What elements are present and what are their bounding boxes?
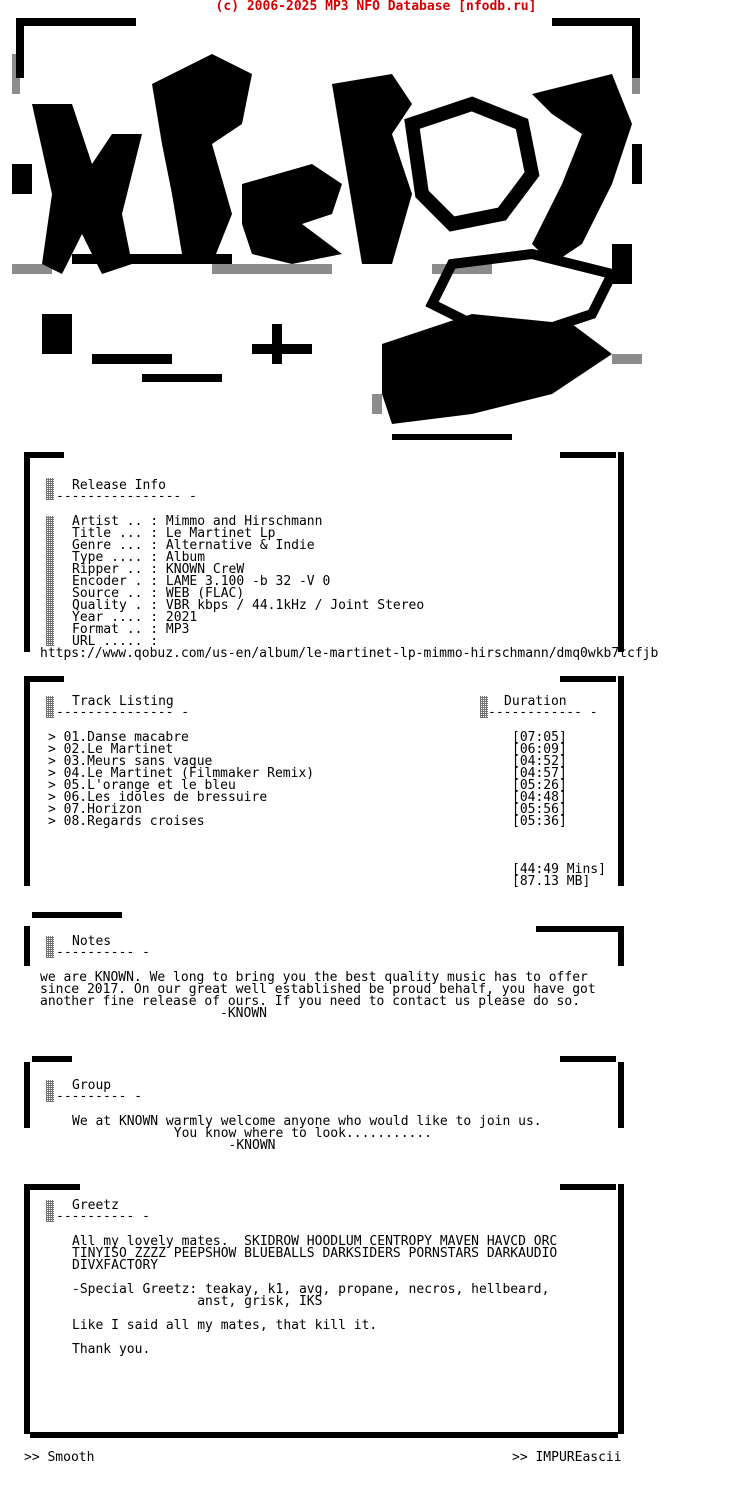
track-durations <box>512 732 567 828</box>
release-info-title: Release Info <box>72 478 166 493</box>
frame-bar <box>24 676 64 682</box>
greetz-line: Thank you. <box>72 1342 151 1357</box>
release-field-label: Genre ... : <box>72 538 166 553</box>
release-field-value: VBR kbps / 44.1kHz / Joint Stereo <box>165 598 425 613</box>
section-rule: ------------ - <box>488 705 598 720</box>
frame-bar <box>32 912 122 918</box>
group-title: Group <box>72 1078 112 1093</box>
group-line: -KNOWN <box>72 1138 276 1153</box>
track-duration: [05:36] <box>512 814 567 829</box>
track-name: > 01.Danse macabre <box>48 730 189 745</box>
track-name: > 04.Le Martinet (Filmmaker Remix) <box>48 766 315 781</box>
release-field-label: URL ..... : <box>72 634 166 649</box>
greetz-line: -Special Greetz: teakay, k1, avg, propane, necros, hellbeard, <box>72 1282 550 1297</box>
total-time: [44:49 Mins] <box>512 862 606 877</box>
release-field-value: MP3 <box>165 622 190 637</box>
release-url[interactable]: https://www.qobuz.com/us-en/album/le-martinet-lp-mimmo-hirschmann/dmq0wkb7tcfjb <box>40 646 659 661</box>
frame-bar <box>618 1184 624 1434</box>
release-field-value: LAME 3.100 -b 32 -V 0 <box>165 574 331 589</box>
frame-bar <box>24 1062 30 1128</box>
release-field-label: Source .. : <box>72 586 166 601</box>
track-name: > 02.Le Martinet <box>48 742 174 757</box>
track-name: > 03.Meurs sans vague <box>48 754 213 769</box>
total-size: [87.13 MB] <box>512 874 591 889</box>
track-name: > 08.Regards croises <box>48 814 205 829</box>
frame-bar <box>24 1184 80 1190</box>
release-field-value: WEB (FLAC) <box>165 586 245 601</box>
frame-bar <box>560 1056 616 1062</box>
greetz-line: TINYISO ZZZZ PEEPSHOW BLUEBALLS DARKSIDERS PORNSTARS DARKAUDIO <box>72 1246 558 1261</box>
frame-bar <box>24 926 30 966</box>
track-duration: [05:56] <box>512 802 567 817</box>
track-name: > 06.Les idoles de bressuire <box>48 790 268 805</box>
greetz-text <box>72 1236 557 1356</box>
logo-tag: sM <box>578 82 594 97</box>
track-duration: [04:57] <box>512 766 567 781</box>
notes-line: since 2017. On our great well established be proud behalf, you have got <box>40 982 596 997</box>
release-field-label: Ripper .. : <box>72 562 166 577</box>
frame-shade <box>46 936 54 958</box>
section-rule: ---------- - <box>56 945 150 960</box>
frame-shade <box>46 478 54 500</box>
frame-bar <box>32 1056 72 1062</box>
release-field-label: Encoder . : <box>72 574 166 589</box>
frame-shade <box>46 1080 54 1102</box>
footer-left: >> Smooth <box>24 1450 95 1465</box>
group-line: You know where to look........... <box>72 1126 433 1141</box>
release-field-label: Quality . : <box>72 598 166 613</box>
release-field-label: Artist .. : <box>72 514 166 529</box>
frame-bar <box>30 1432 618 1438</box>
release-field-value: Mimmo and Hirschmann <box>165 514 323 529</box>
frame-bar <box>24 452 64 458</box>
frame-bar <box>618 676 624 886</box>
frame-shade <box>46 516 54 646</box>
release-field-value: Alternative & Indie <box>165 538 315 553</box>
track-duration: [04:52] <box>512 754 567 769</box>
frame-bar <box>24 452 30 652</box>
notes-text <box>40 972 596 1020</box>
ascii-art-logo <box>12 14 652 444</box>
release-field-value: KNOWN CreW <box>165 562 245 577</box>
release-field-label: Year .... : <box>72 610 166 625</box>
release-field-value: Le Martinet Lp <box>165 526 276 541</box>
group-text <box>72 1116 542 1152</box>
track-duration: [06:09] <box>512 742 567 757</box>
track-listing-title: Track Listing <box>72 694 174 709</box>
frame-bar <box>24 1184 30 1434</box>
notes-line: -KNOWN <box>40 1006 267 1021</box>
notes-title: Notes <box>72 934 112 949</box>
track-name: > 07.Horizon <box>48 802 142 817</box>
frame-bar <box>618 1062 624 1128</box>
release-fields <box>72 516 424 648</box>
frame-shade <box>46 1200 54 1222</box>
release-field-label: Format .. : <box>72 622 166 637</box>
section-rule: ---------- - <box>56 1209 150 1224</box>
release-field-value: 2021 <box>165 610 198 625</box>
group-line: We at KNOWN warmly welcome anyone who would like to join us. <box>72 1114 542 1129</box>
greetz-line: DIVXFACTORY <box>72 1258 159 1273</box>
release-field-value: Album <box>165 550 206 565</box>
frame-bar <box>618 452 624 652</box>
frame-bar <box>560 1184 616 1190</box>
greetz-line: anst, grisk, IKS <box>72 1294 323 1309</box>
notes-line: another fine release of ours. If you need to contact us please do so. <box>40 994 581 1009</box>
section-rule: ---------------- - <box>56 489 197 504</box>
release-field-label: Title ... : <box>72 526 166 541</box>
track-duration: [04:48] <box>512 790 567 805</box>
greetz-title: Greetz <box>72 1198 119 1213</box>
footer-right: >> IMPUREascii <box>512 1450 622 1465</box>
frame-bar <box>24 676 30 886</box>
release-field-label: Type .... : <box>72 550 166 565</box>
frame-shade <box>480 696 488 718</box>
track-duration: [05:26] <box>512 778 567 793</box>
track-name: > 05.L'orange et le bleu <box>48 778 236 793</box>
notes-line: we are KNOWN. We long to bring you the best quality music has to offer <box>40 970 588 985</box>
frame-bar <box>618 926 624 966</box>
track-duration: [07:05] <box>512 730 567 745</box>
duration-title: Duration <box>504 694 567 709</box>
frame-bar <box>560 452 616 458</box>
site-header: (c) 2006-2025 MP3 NFO Database [nfodb.ru] <box>215 0 537 14</box>
track-list <box>48 732 314 828</box>
section-rule: --------- - <box>56 1089 143 1104</box>
frame-bar <box>560 676 616 682</box>
frame-shade <box>46 696 54 718</box>
greetz-line: All my lovely mates. SKIDROW HOODLUM CENTROPY MAVEN HAVCD ORC <box>72 1234 558 1249</box>
frame-bar <box>536 926 622 932</box>
greetz-line: Like I said all my mates, that kill it. <box>72 1318 378 1333</box>
section-rule: --------------- - <box>56 705 190 720</box>
